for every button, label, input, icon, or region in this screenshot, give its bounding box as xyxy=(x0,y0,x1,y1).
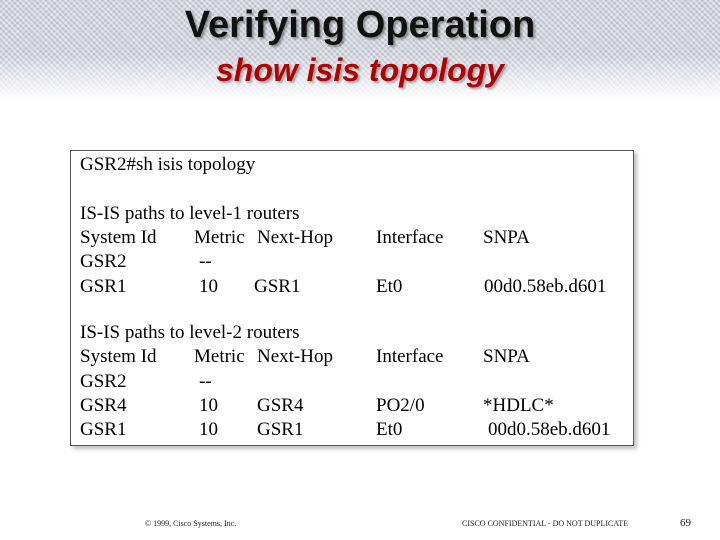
table-row-cell: 10 xyxy=(199,419,218,440)
footer-copyright: © 1999, Cisco Systems, Inc. xyxy=(145,519,237,528)
table-row-cell: GSR2 xyxy=(80,251,127,272)
table-row-cell: GSR1 xyxy=(80,276,127,297)
level2-heading: IS-IS paths to level-2 routers xyxy=(80,322,300,343)
table-row-cell: 10 xyxy=(199,395,218,416)
slide-subtitle: show isis topology xyxy=(215,52,504,88)
table-row-cell: -- xyxy=(199,251,212,272)
table-row-cell: GSR1 xyxy=(254,276,301,297)
terminal-output-box xyxy=(70,150,634,446)
level1-col-interface: Interface xyxy=(376,227,444,248)
table-row-cell: GSR1 xyxy=(257,419,304,440)
level2-col-snpa: SNPA xyxy=(483,346,530,367)
table-row-cell: GSR1 xyxy=(80,419,127,440)
level1-col-snpa: SNPA xyxy=(483,227,530,248)
table-row-cell: Et0 xyxy=(376,276,403,297)
slide-title: Verifying Operation xyxy=(184,4,536,46)
table-row-cell: *HDLC* xyxy=(483,395,554,416)
table-row-cell: Et0 xyxy=(376,419,403,440)
table-row-cell: GSR4 xyxy=(257,395,304,416)
table-row-cell: 00d0.58eb.d601 xyxy=(484,276,607,297)
table-row-cell: 10 xyxy=(199,276,218,297)
level2-col-interface: Interface xyxy=(376,346,444,367)
table-row-cell: PO2/0 xyxy=(376,395,425,416)
footer-confidential: CISCO CONFIDENTIAL - DO NOT DUPLICATE xyxy=(462,519,628,528)
level2-col-metric: Metric xyxy=(194,346,245,367)
command-prompt-line: GSR2#sh isis topology xyxy=(80,154,256,175)
level1-col-next-hop: Next-Hop xyxy=(257,227,333,248)
table-row-cell: 00d0.58eb.d601 xyxy=(488,419,611,440)
level1-col-system-id: System Id xyxy=(80,227,157,248)
page-number: 69 xyxy=(680,517,691,529)
level2-col-system-id: System Id xyxy=(80,346,157,367)
level1-col-metric: Metric xyxy=(194,227,245,248)
table-row-cell: -- xyxy=(199,371,212,392)
level2-col-next-hop: Next-Hop xyxy=(257,346,333,367)
table-row-cell: GSR2 xyxy=(80,371,127,392)
table-row-cell: GSR4 xyxy=(80,395,127,416)
level1-heading: IS-IS paths to level-1 routers xyxy=(80,203,300,224)
